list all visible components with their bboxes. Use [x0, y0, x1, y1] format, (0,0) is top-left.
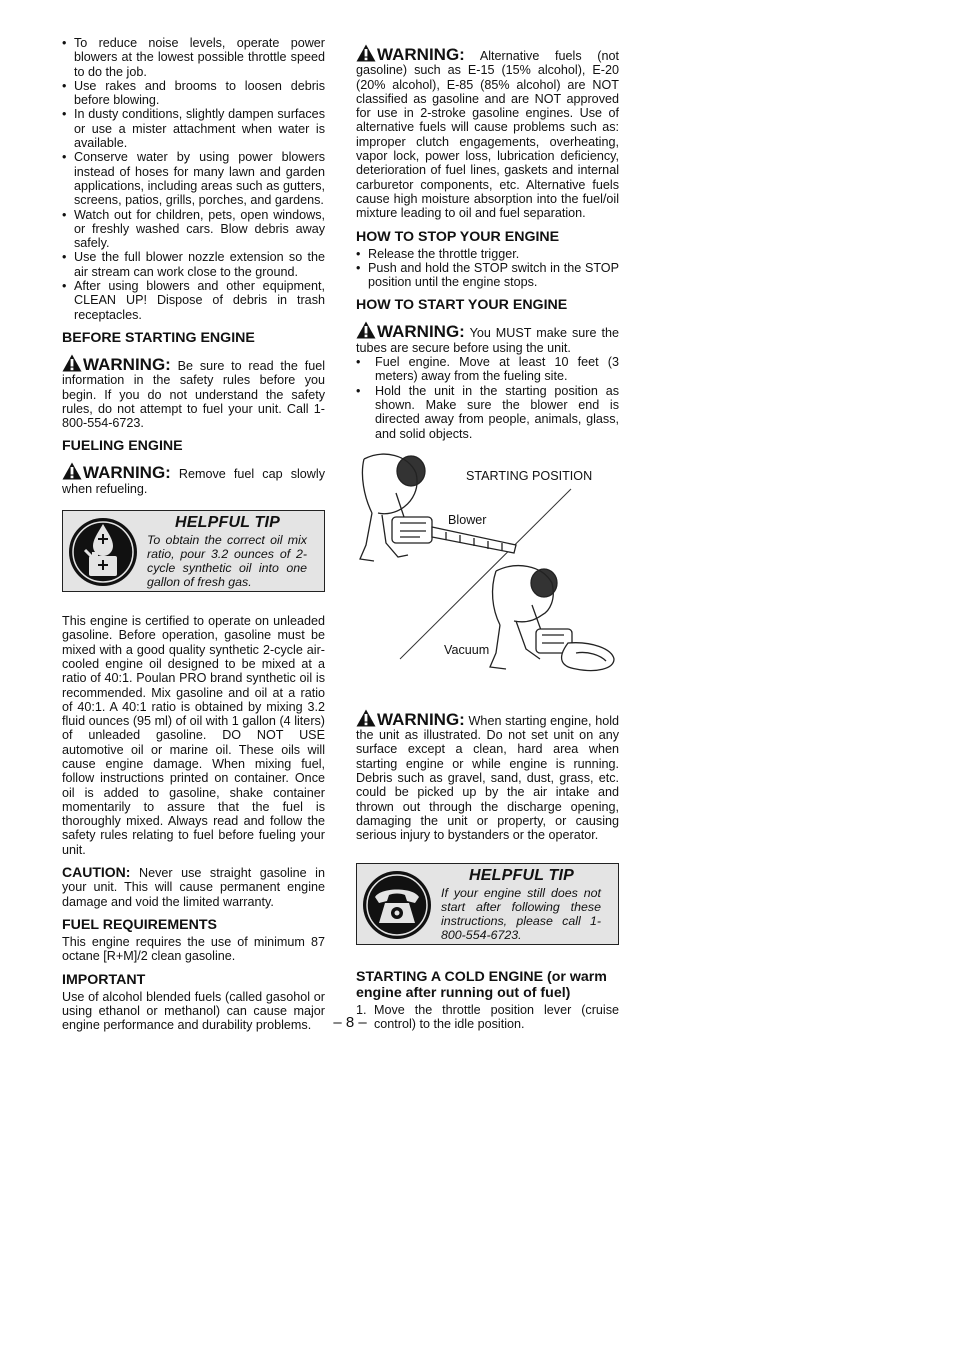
warning-text: Alternative fuels (not gasoline) such as E-15 (15% alcohol), E-20 (20% alcohol), E-85 (85% alcohol) are NOT classified as gasoline and are NOT approved for use in 2-stroke gasoline engines. Use of alternative fuels will cause problems such as: improper clutch engagements, overheating, vapor lock, power loss, lubrication deficiency, deterioration of fuel lines, gaskets and internal carburetor components, etc. Alternative fuels cause high moisture absorption into the fuel/oil mixture leading to oil and fuel separation.: [356, 49, 619, 221]
start-engine-heading: HOW TO START YOUR ENGINE: [356, 297, 568, 314]
blower-label: Blower: [448, 512, 487, 527]
warning-starting-engine: [356, 709, 619, 843]
list-item: • Release the throttle trigger.: [356, 247, 619, 261]
warning-label: WARNING:: [377, 45, 465, 64]
warning-tubes-secure: [356, 321, 619, 355]
right-column: [356, 38, 619, 1031]
figure-title: STARTING POSITION: [466, 468, 593, 483]
tip-text: If your engine still does not start after following these instructions, please call 1-800-554-6723.: [441, 885, 601, 942]
stop-engine-list: [356, 247, 619, 290]
warning-label: WARNING:: [377, 709, 465, 729]
cold-engine-heading: STARTING A COLD ENGINE (or warm engine after running out of fuel): [356, 968, 607, 1001]
caution-label: CAUTION:: [62, 864, 131, 881]
helpful-tip-oil-mix: [62, 510, 325, 592]
list-item: • Fuel engine. Move at least 10 feet (3 meters) away from the fueling site.: [356, 355, 619, 384]
stop-engine-heading: HOW TO STOP YOUR ENGINE: [356, 228, 560, 245]
list-item: • To reduce noise levels, operate power blowers at the lowest possible throttle speed to do the job.: [62, 36, 325, 79]
tip-title: HELPFUL TIP: [175, 514, 281, 532]
caution-text: Never use straight gasoline in your unit. This will cause permanent engine damage and void the limited warranty.: [62, 866, 325, 909]
warning-label: WARNING:: [377, 322, 465, 342]
helpful-tip-call: [356, 863, 619, 945]
caution-straight-gasoline: [62, 865, 325, 909]
warning-text: You MUST make sure the tubes are secure before using the unit.: [356, 326, 619, 355]
list-item: • Watch out for children, pets, open windows, or freshly washed cars. Blow debris away safely.: [62, 208, 325, 251]
warning-read-fuel-info: [62, 354, 325, 430]
warning-icon: [356, 709, 376, 727]
noise-tips-list: [62, 36, 325, 322]
step-number: 1.: [356, 1002, 367, 1017]
tip-title: HELPFUL TIP: [469, 866, 575, 884]
start-engine-list: [356, 355, 619, 441]
fuel-requirements-heading: FUEL REQUIREMENTS: [62, 916, 218, 933]
list-item: • In dusty conditions, slightly dampen surfaces or use a mister attachment when water is available.: [62, 107, 325, 150]
warning-fuel-cap: [62, 462, 325, 496]
page-number: – 8 –: [333, 1014, 367, 1031]
certified-paragraph: This engine is certified to operate on unleaded gasoline. Before operation, gasoline must be mixed with a good quality synthetic 2-cycle air-cooled engine oil designed to be mixed at a ratio of 40:1. Poulan PRO brand synthetic oil is recommended. Mix gasoline and oil at a ratio of 40:1. A 40:1 ratio is obtained by mixing 3.2 fluid ounces (95 ml) of oil with 1 gallon (4 liters) of unleaded gasoline. DO NOT USE automotive oil or marine oil. These oils will cause engine damage. When mixing fuel, follow instructions printed on container. Once oil is added to gasoline, shake container momentarily to assure that the fuel is thoroughly mixed. Always read and follow the safety rules relating to fuel before fueling your unit.: [62, 614, 325, 857]
vacuum-operator-figure: [490, 565, 614, 670]
warning-icon: [62, 354, 82, 372]
warning-icon: [356, 44, 376, 62]
warning-label: WARNING:: [83, 354, 171, 374]
warning-label: WARNING:: [83, 463, 171, 483]
list-item: • After using blowers and other equipment, CLEAN UP! Dispose of debris in trash receptacles.: [62, 279, 325, 322]
fuel-requirements-text: This engine requires the use of minimum 87 octane [R+M]/2 clean gasoline.: [62, 934, 325, 964]
fueling-engine-heading: FUELING ENGINE: [62, 438, 183, 455]
vacuum-label: Vacuum: [444, 642, 490, 657]
telephone-icon: [361, 869, 433, 941]
important-text: Use of alcohol blended fuels (called gasohol or using ethanol or methanol) can cause major engine performance and durability problems.: [62, 989, 325, 1033]
list-item: • Use rakes and brooms to loosen debris before blowing.: [62, 79, 325, 108]
tip-text: To obtain the correct oil mix ratio, pour 3.2 ounces of 2-cycle synthetic oil into one gallon of fresh gas.: [147, 533, 307, 590]
list-item: • Conserve water by using power blowers instead of hoses for many lawn and garden applications, including areas such as gutters, screens, patios, grills, porches, and gardens.: [62, 150, 325, 207]
starting-position-figure: [356, 453, 619, 693]
warning-icon: [356, 321, 376, 339]
warning-text: Remove fuel cap slowly when refueling.: [62, 467, 325, 496]
warning-icon: [62, 462, 82, 480]
warning-alternative-fuels: [356, 44, 619, 221]
before-starting-heading: BEFORE STARTING ENGINE: [62, 329, 255, 346]
list-item: • Hold the unit in the starting position as shown. Make sure the blower end is directed away from people, animals, glass, and solid objects.: [356, 384, 619, 441]
left-column: [62, 36, 325, 1032]
step-text: Move the throttle position lever (cruise control) to the idle position.: [374, 1002, 619, 1031]
warning-text: When starting engine, hold the unit as illustrated. Do not set unit on any surface except a clean, hard area when starting engine or while engine is running. Debris such as gravel, sand, dust, grass, etc. could be picked up by the air intake and thrown out through the discharge opening, damaging the unit or property, or causing serious injury to bystanders or the operator.: [356, 713, 620, 843]
fuel-can-drop-icon: [67, 516, 139, 588]
warning-text: Be sure to read the fuel information in the safety rules before you begin. If you do not understand the safety rules, do not attempt to fuel your unit. Call 1-800-554-6723.: [62, 358, 326, 431]
list-item: • Use the full blower nozzle extension so the air stream can work close to the ground.: [62, 250, 325, 279]
important-heading: IMPORTANT: [62, 971, 146, 988]
list-item: • Push and hold the STOP switch in the STOP position until the engine stops.: [356, 261, 619, 290]
